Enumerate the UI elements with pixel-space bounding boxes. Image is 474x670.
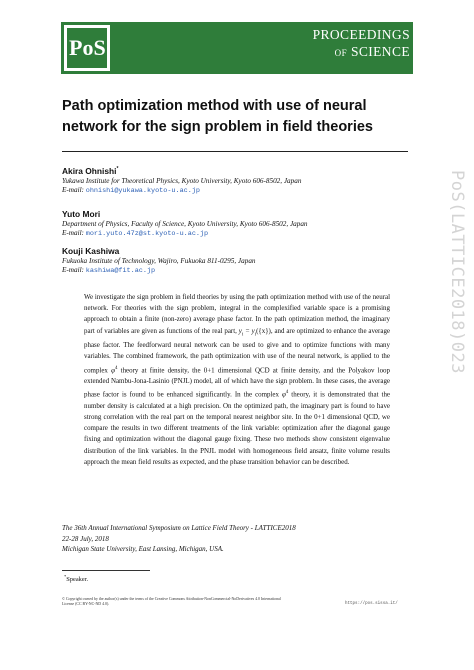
pos-logo [64,25,110,71]
email-label: E-mail: [62,266,84,274]
author-email-row [62,229,308,238]
title-rule [62,151,408,152]
footnote-rule [62,570,150,571]
author-name: Akira Ohnishi* [62,166,119,176]
author-block-3 [62,246,256,275]
email-label: E-mail: [62,229,84,237]
footnote-speaker: *Speaker. [64,574,89,584]
author-name: Yuto Mori [62,209,101,219]
conference-info [62,523,296,555]
author-affiliation: Department of Physics, Faculty of Science, Kyoto University, Kyoto 606-8502, Japan [62,220,308,228]
publication-line1: PROCEEDINGS [312,27,410,42]
author-email-row [62,266,256,275]
author-email-row [62,186,301,195]
author-email-link[interactable]: mori.yuto.47z@st.kyoto-u.ac.jp [85,230,209,238]
author-email-link[interactable]: kashiwa@fit.ac.jp [85,267,156,275]
paper-title: Path optimization method with use of neural network for the sign problem in field theories [62,98,373,135]
author-email-link[interactable]: ohnishi@yukawa.kyoto-u.ac.jp [85,187,200,195]
publication-name [300,27,410,62]
author-block-1 [62,166,301,195]
conference-name: The 36th Annual International Symposium on Lattice Field Theory - LATTICE2018 [62,524,296,532]
author-block-2 [62,209,308,238]
publication-science: SCIENCE [350,44,410,59]
author-affiliation: Yukawa Institute for Theoretical Physics, Kyoto University, Kyoto 606-8502, Japan [62,177,302,185]
conference-venue: Michigan State University, East Lansing, Michigan, USA. [62,545,224,553]
publication-of: OF [334,48,348,58]
pos-identifier: PoS(LATTICE2018)023 [447,170,467,374]
speaker-mark: * [116,166,119,173]
license-text: © Copyright owned by the author(s) under the terms of the Creative Commons Attribution-NonCommercial-NoDerivatives 4.0 International License (CC BY-NC-ND 4.0). [62,597,281,606]
author-name: Kouji Kashiwa [62,246,120,256]
author-affiliation: Fukuoka Institute of Technology, Wajiro, Fukuoka 811-0295, Japan [62,257,256,265]
pos-logo-icon [64,25,110,71]
logo-text: PoS [69,35,106,60]
email-label: E-mail: [62,186,84,194]
abstract: We investigate the sign problem in field theories by using the path optimization method with use of the neural network. For theories with the sign problem, integral in the complexified variable space is a promising approach to obtain a finite (non-zero) average phase factor. In the path optimization method, the imaginary part of variables are given as functions of the real part, $y_i = y_i(\{x\})$, and are optimized to enhance the average phase factor. The feedforward neural network can be used to give and to optimize functions with many variables. The combined framework, the path optimization with use of the neural network, is applied to the complex $\varphi^4$ theory at finite density, the 0+1 dimensional QCD at finite density, and the Polyakov loop extended Nambu-Jona-Lasinio (PNJL) model, all of which have the sign problem. In these cases, the average phase factor is found to be enhanced significantly. In the complex $\varphi^4$ theory, it is demonstrated that the number density is calculated at a high precision. On the optimized path, the imaginary part is found to have strong correlation with the real part on the temporal nearest neighbor site. In the 0+1 dimensional QCD, we compare the results in two different treatments of the link variable: optimization after the diagonal gauge fixing and optimization without the diagonal gauge fixing. These two methods show consistent eigenvalue distribution of the link variables. In the PNJL model with homogeneous field ansatz, finite volume results approach the mean field results as expected, and the phase transition behavior can be described. [84,293,390,466]
publication-line2 [300,43,410,62]
conference-dates: 22-28 July, 2018 [62,534,109,543]
pos-url-link[interactable]: https://pos.sissa.it/ [345,602,398,606]
